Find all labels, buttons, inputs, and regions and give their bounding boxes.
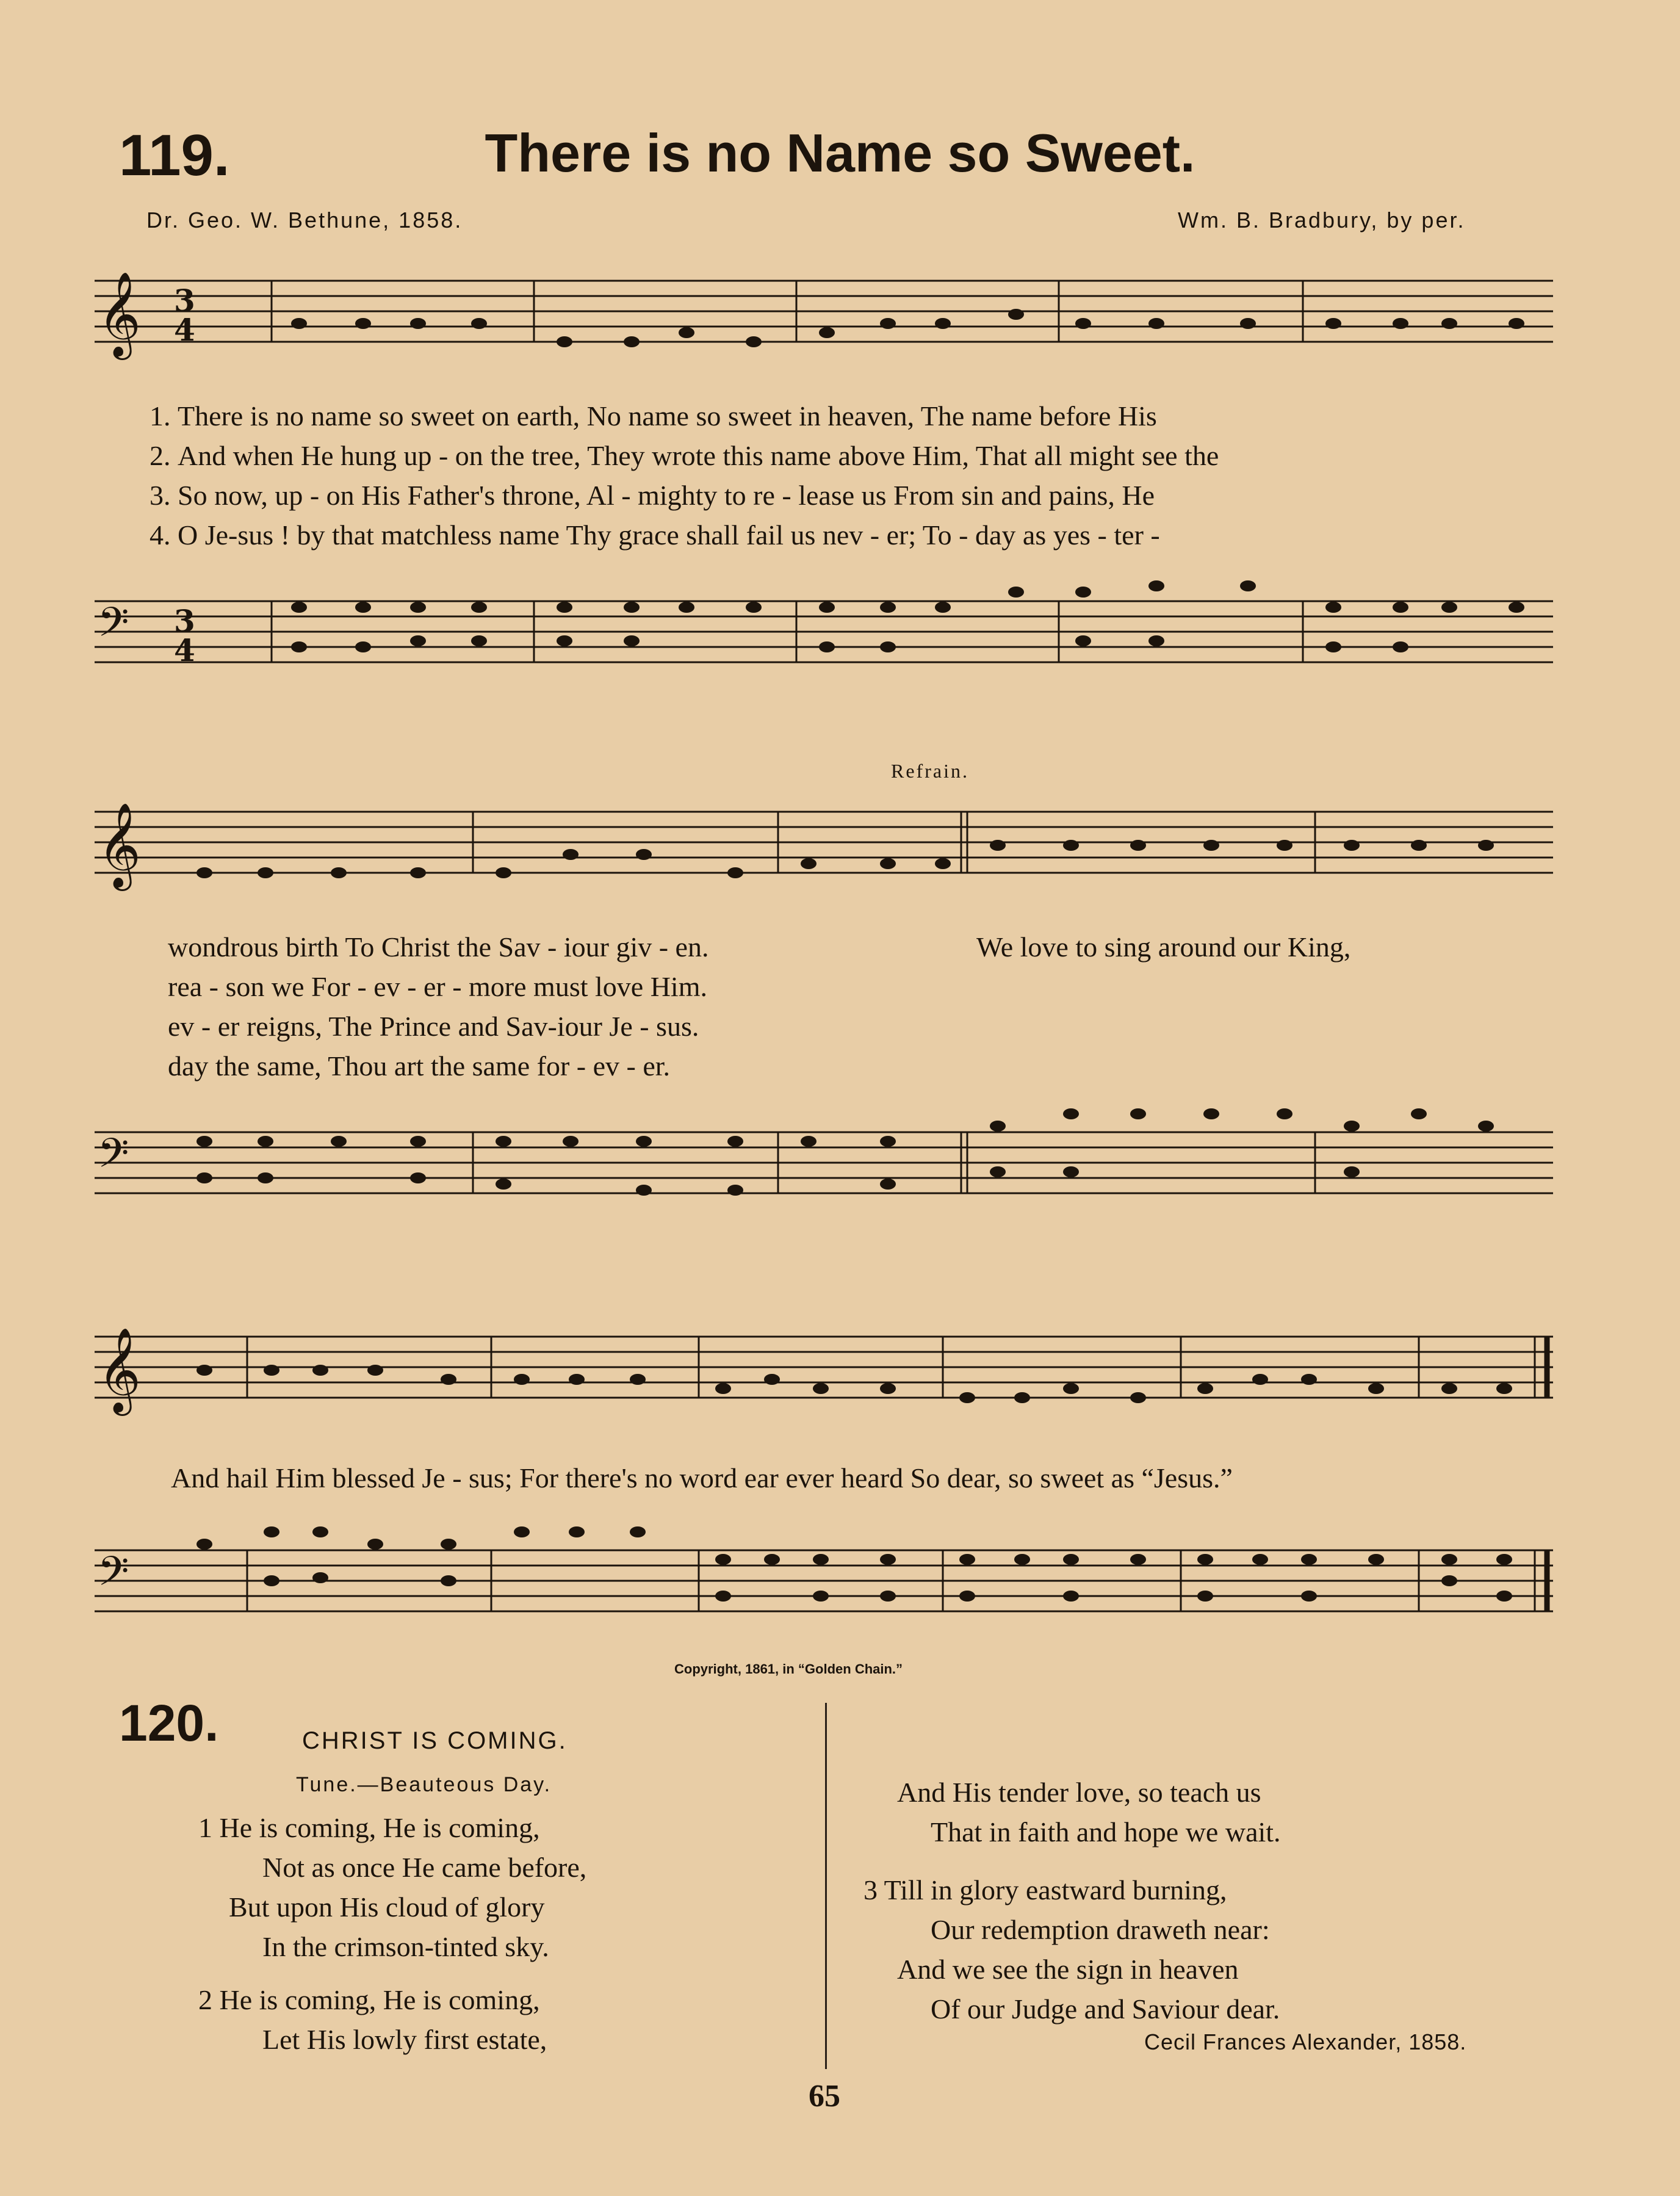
svg-text:3: 3 xyxy=(174,283,195,319)
poem-line: Our redemption draweth near: xyxy=(931,1914,1270,1945)
verse-text: O Je-sus ! by that matchless name Thy grace shall fail us nev - er; To - day as yes - ter - xyxy=(178,519,1160,551)
svg-text:𝄢: 𝄢 xyxy=(98,599,129,656)
verse-text: There is no name so sweet on earth, No name so sweet in heaven, The name before His xyxy=(178,400,1157,432)
verse-number: 4. xyxy=(150,519,171,551)
poem-line: 3 Till in glory eastward burning, xyxy=(863,1874,1227,1905)
hymn-120-attribution: Cecil Frances Alexander, 1858. xyxy=(1144,2029,1467,2054)
svg-text:4: 4 xyxy=(174,312,195,348)
verse-text: wondrous birth To Christ the Sav - iour giv - en. xyxy=(168,931,709,963)
refrain-label: Refrain. xyxy=(891,760,969,782)
system-1-bass-staff xyxy=(88,574,1559,696)
poem-line: 1 He is coming, He is coming, xyxy=(198,1812,540,1843)
system-3-bass-staff xyxy=(88,1514,1559,1648)
composer-credit: Wm. B. Bradbury, by per. xyxy=(1178,208,1466,233)
hymn-number: 119. xyxy=(119,123,230,188)
poem-line: But upon His cloud of glory xyxy=(229,1891,545,1923)
svg-text:𝄞: 𝄞 xyxy=(98,803,141,887)
refrain-text: We love to sing around our King, xyxy=(976,931,1351,963)
svg-text:𝄞: 𝄞 xyxy=(98,1327,141,1412)
hymn-120-title: CHRIST IS COMING. xyxy=(302,1727,568,1754)
poem-line: Of our Judge and Saviour dear. xyxy=(931,1993,1280,2024)
verse-text: rea - son we For - ev - er - more must love Him. xyxy=(168,971,707,1002)
refrain-text: And hail Him blessed Je - sus; For there's no word ear ever heard So dear, so sweet as “Jesus.” xyxy=(171,1462,1233,1493)
system-2-bass-staff xyxy=(88,1099,1559,1221)
svg-text:3: 3 xyxy=(174,603,195,639)
hymn-title: There is no Name so Sweet. xyxy=(485,123,1195,183)
poem-line: 2 He is coming, He is coming, xyxy=(198,1984,540,2015)
verse-number: 3. xyxy=(150,480,171,511)
verse-number: 2. xyxy=(150,440,171,471)
hymn-120-tune: Tune.—Beauteous Day. xyxy=(296,1773,552,1796)
svg-text:4: 4 xyxy=(174,632,195,668)
svg-text:𝄢: 𝄢 xyxy=(98,1130,129,1186)
verse-text: So now, up - on His Father's throne, Al - mighty to re - lease us From sin and pains, He xyxy=(178,480,1155,511)
system-3-treble-staff xyxy=(88,1312,1559,1453)
verse-text: day the same, Thou art the same for - ev - er. xyxy=(168,1050,671,1082)
hymn-number-120: 120. xyxy=(119,1694,219,1752)
copyright-notice: Copyright, 1861, in “Golden Chain.” xyxy=(674,1661,903,1677)
verse-text: ev - er reigns, The Prince and Sav-iour Je - sus. xyxy=(168,1011,699,1042)
poem-line: Let His lowly first estate, xyxy=(262,2024,547,2055)
poem-line: And we see the sign in heaven xyxy=(897,1954,1239,1985)
author-credit: Dr. Geo. W. Bethune, 1858. xyxy=(146,208,463,233)
verse-text: And when He hung up - on the tree, They wrote this name above Him, That all might see the xyxy=(178,440,1219,471)
system-2-treble-staff xyxy=(88,787,1559,928)
system-1-treble-staff xyxy=(88,256,1559,397)
verse-number: 1. xyxy=(150,400,171,432)
page-number: 65 xyxy=(809,2079,840,2114)
column-divider xyxy=(825,1703,827,2069)
svg-text:𝄢: 𝄢 xyxy=(98,1548,129,1605)
poem-line: In the crimson-tinted sky. xyxy=(262,1931,549,1962)
poem-line: That in faith and hope we wait. xyxy=(931,1816,1281,1847)
poem-line: And His tender love, so teach us xyxy=(897,1777,1261,1808)
svg-text:𝄞: 𝄞 xyxy=(98,272,141,356)
poem-line: Not as once He came before, xyxy=(262,1852,587,1883)
